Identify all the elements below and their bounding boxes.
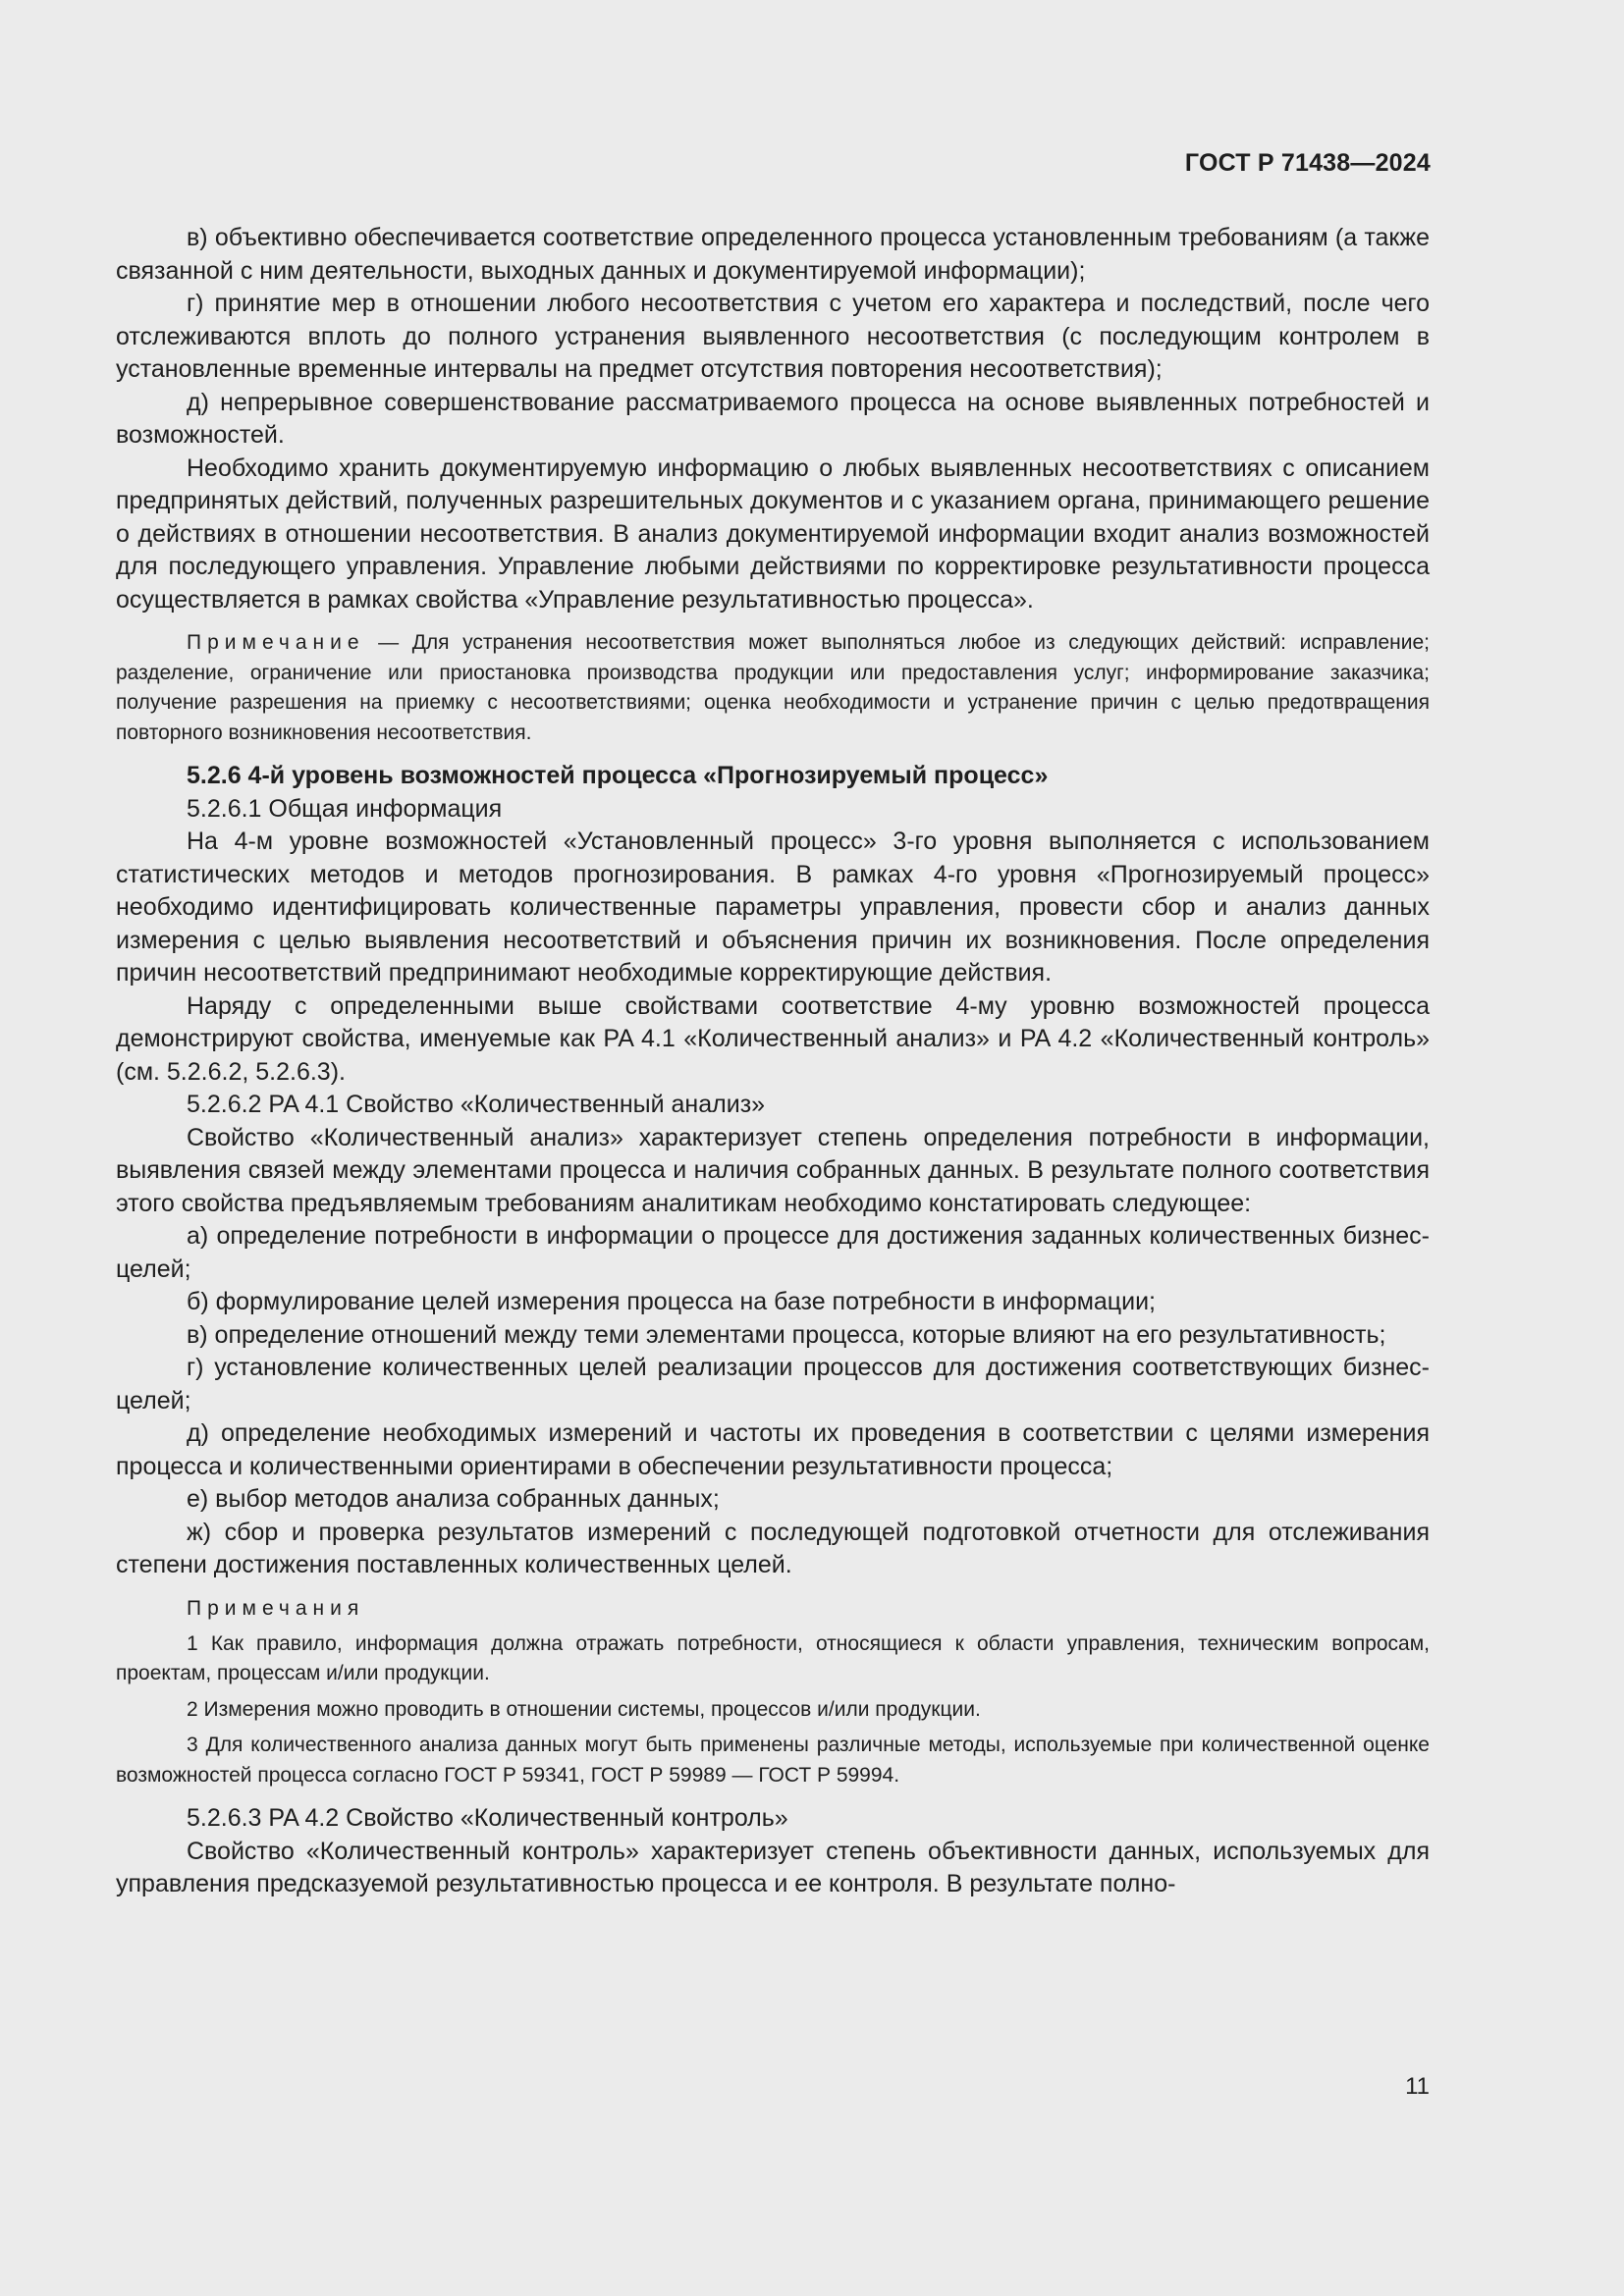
paragraph: в) объективно обеспечивается соответствие определенного процесса установленным требованиям (а также связанной с ним деятельности, выходных данных и документируемой информации); (116, 224, 1430, 285)
paragraph: Свойство «Количественный контроль» характеризует степень объективности данных, используемых для управления предсказуемой результативностью процесса и ее контроля. В результате полно- (116, 1837, 1430, 1897)
section-heading: 5.2.6 4-й уровень возможностей процесса «Прогнозируемый процесс» (187, 762, 1049, 789)
paragraph: Необходимо хранить документируемую информацию о любых выявленных несоответствиях с описанием предпринятых действий, полученных разрешительных документов и с указанием органа, принимающего решение о действиях в отношении несоответствия. В анализ документируемой информации входит анализ возможностей для последующего управления. Управление любыми действиями по корректировке результативности процесса осуществляется в рамках свойства «Управление результативностью процесса». (116, 454, 1430, 614)
subsection-title: 5.2.6.1 Общая информация (187, 794, 503, 823)
paragraph: Наряду с определенными выше свойствами соответствие 4-му уровню возможностей процесса демонстрируют свойства, именуемые как PA 4.1 «Количественный анализ» и PA 4.2 «Количественный контроль» (см. 5.2.6.2, 5.2.6.3). (116, 991, 1430, 1086)
paragraph: На 4-м уровне возможностей «Установленный процесс» 3-го уровня выполняется с использованием статистических методов и методов прогнозирования. В рамках 4-го уровня «Прогнозируемый процесс» необходимо идентифицировать количественные параметры управления, провести сбор и анализ данных измерения с целью выявления несоответствий и объяснения причин их возникновения. После определения причин несоответствий предпринимают необходимые корректирующие действия. (116, 828, 1430, 987)
list-item: г) установление количественных целей реализации процессов для достижения соответствующих бизнес-целей; (116, 1354, 1430, 1415)
list-item: е) выбор методов анализа собранных данных; (187, 1485, 720, 1513)
list-item: б) формулирование целей измерения процесса на базе потребности в информации; (187, 1288, 1156, 1315)
notes-label: Примечания (187, 1596, 365, 1620)
subsection-title: 5.2.6.2 PA 4.1 Свойство «Количественный анализ» (187, 1091, 766, 1118)
paragraph: Свойство «Количественный анализ» характеризует степень определения потребности в информации, выявления связей между элементами процесса и наличия собранных данных. В результате полного соответствия этого свойства предъявляемым требованиям аналитикам необходимо констатировать следующее: (116, 1123, 1430, 1217)
subsection-title: 5.2.6.3 PA 4.2 Свойство «Количественный контроль» (187, 1804, 788, 1832)
note-item: 3 Для количественного анализа данных могут быть применены различные методы, используемые при количественной оценке возможностей процесса согласно ГОСТ Р 59341, ГОСТ Р 59989 — ГОСТ Р 59994. (116, 1734, 1430, 1787)
page-content (116, 222, 1430, 1901)
note (116, 628, 1430, 748)
note-item: 2 Измерения можно проводить в отношении системы, процессов и/или продукции. (187, 1697, 981, 1721)
note-label: Примечание (187, 631, 365, 654)
list-item: д) определение необходимых измерений и частоты их проведения в соответствии с целями измерения процесса и количественными ориентирами в обеспечении результативности процесса; (116, 1419, 1430, 1480)
list-item: ж) сбор и проверка результатов измерений с последующей подготовкой отчетности для отслеживания степени достижения поставленных количественных целей. (116, 1518, 1430, 1578)
document-header-id: ГОСТ Р 71438—2024 (1184, 149, 1431, 177)
note-item: 1 Как правило, информация должна отражать потребности, относящиеся к области управления, техническим вопросам, проектам, процессам и/или продукции. (116, 1631, 1430, 1684)
list-item: в) определение отношений между теми элементами процесса, которые влияют на его результативность; (187, 1320, 1386, 1349)
list-item: а) определение потребности в информации о процессе для достижения заданных количественных бизнес-целей; (116, 1222, 1430, 1283)
paragraph: д) непрерывное совершенствование рассматриваемого процесса на основе выявленных потребностей и возможностей. (116, 388, 1430, 449)
note-text: — Для устранения несоответствия может выполняться любое из следующих действий: исправление; разделение, ограничение или приостановка производства продукции или предоставления услуг; информирование заказчика; получение разрешения на приемку с несоответствиями; оценка необходимости и устранение причин с целью предотвращения повторного возникновения несоответствия. (116, 631, 1430, 744)
paragraph: г) принятие мер в отношении любого несоответствия с учетом его характера и последствий, после чего отслеживаются вплоть до полного устранения выявленного несоответствия (с последующим контролем в установленные временные интервалы на предмет отсутствия повторения несоответствия); (116, 290, 1430, 383)
page-number: 11 (1405, 2073, 1430, 2100)
